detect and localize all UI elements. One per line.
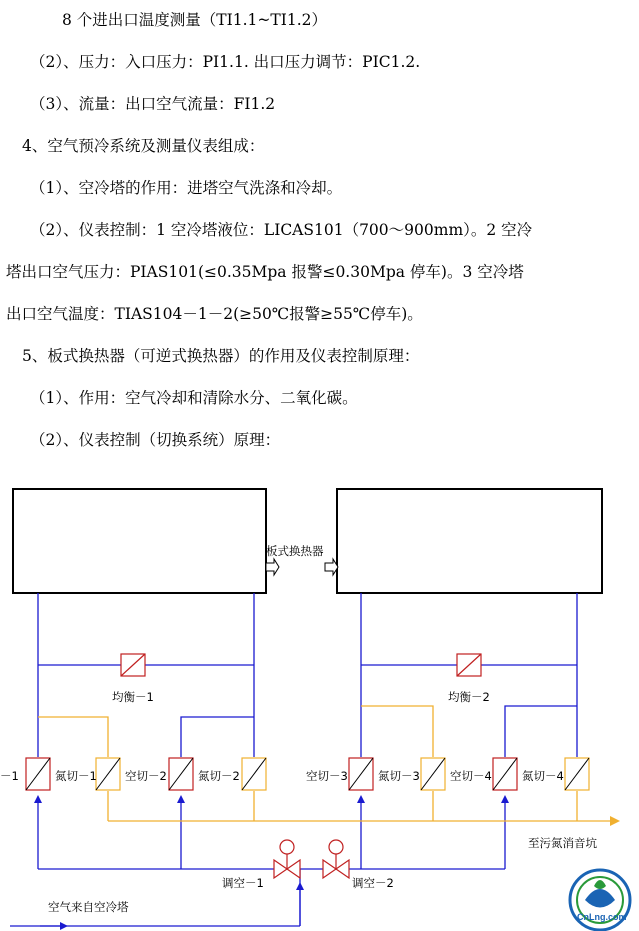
valve-nitrogen-cut-2	[242, 758, 266, 790]
control-valve-label-1: 调空－1	[222, 876, 264, 890]
logo-text: CnLng.com	[577, 912, 627, 922]
valve-label-nitrogen-cut-4: 氮切－4	[522, 769, 564, 783]
text-line-4: 4、空气预冷系统及测量仪表组成：	[22, 137, 265, 155]
valve-label-nitrogen-cut-1: 氮切－1	[55, 769, 97, 783]
orange-pipes	[38, 706, 618, 821]
control-valve-label-2: 调空－2	[352, 876, 394, 890]
heat-exchanger-left	[13, 489, 266, 593]
valve-air-cut-1	[26, 758, 50, 790]
text-line-7: 塔出口空气压力：PIAS101(≤0.35Mpa 报警≤0.30Mpa 停车)。3 空冷塔	[6, 263, 524, 281]
balance-label-1: 均衡－1	[112, 690, 154, 704]
valve-nitrogen-cut-4	[565, 758, 589, 790]
text-line-5: （1）、空冷塔的作用：进塔空气洗涤和冷却。	[30, 179, 343, 197]
valve-label-nitrogen-cut-3: 氮切－3	[378, 769, 420, 783]
outlet-label: 至污氮消音坑	[528, 836, 597, 850]
balance-valve-2	[457, 654, 481, 676]
text-line-6: （2）、仪表控制：1 空冷塔液位：LICAS101（700～900mm）。2 空冷	[30, 221, 533, 239]
valve-label-nitrogen-cut-2: 氮切－2	[198, 769, 240, 783]
valve-air-cut-4	[493, 758, 517, 790]
blue-pipes	[10, 593, 577, 926]
balance-label-2: 均衡－2	[448, 690, 490, 704]
text-line-8: 出口空气温度：TIAS104－1－2(≥50℃报警≥55℃停车)。	[6, 305, 423, 323]
text-line-2: （2）、压力：入口压力：PI1.1. 出口压力调节：PIC1.2.	[30, 53, 421, 71]
exchanger-label: 板式换热器	[266, 544, 324, 558]
text-line-3: （3）、流量：出口空气流量：FI1.2	[30, 95, 276, 113]
inlet-label: 空气来自空冷塔	[48, 900, 129, 914]
control-valve-1	[274, 840, 300, 878]
text-line-11: （2）、仪表控制（切换系统）原理：	[30, 431, 281, 449]
valve-label-air-cut-4: 空切－4	[450, 769, 492, 783]
text-line-10: （1）、作用：空气冷却和清除水分、二氧化碳。	[30, 389, 358, 407]
exchanger-connector-arrows	[266, 559, 338, 575]
valve-label-air-cut-1: －1	[0, 769, 19, 783]
cnlng-logo	[570, 870, 630, 930]
text-line-1: 8 个进出口温度测量（TI1.1~TI1.2）	[62, 11, 327, 29]
control-valve-2	[323, 840, 349, 878]
valve-nitrogen-cut-3	[421, 758, 445, 790]
valve-label-air-cut-2: 空切－2	[125, 769, 167, 783]
valve-air-cut-3	[349, 758, 373, 790]
valve-nitrogen-cut-1	[96, 758, 120, 790]
balance-valve-1	[121, 654, 145, 676]
valve-air-cut-2	[169, 758, 193, 790]
valve-label-air-cut-3: 空切－3	[306, 769, 348, 783]
heat-exchanger-right	[337, 489, 602, 593]
text-line-9: 5、板式换热器（可逆式换热器）的作用及仪表控制原理：	[22, 347, 420, 365]
